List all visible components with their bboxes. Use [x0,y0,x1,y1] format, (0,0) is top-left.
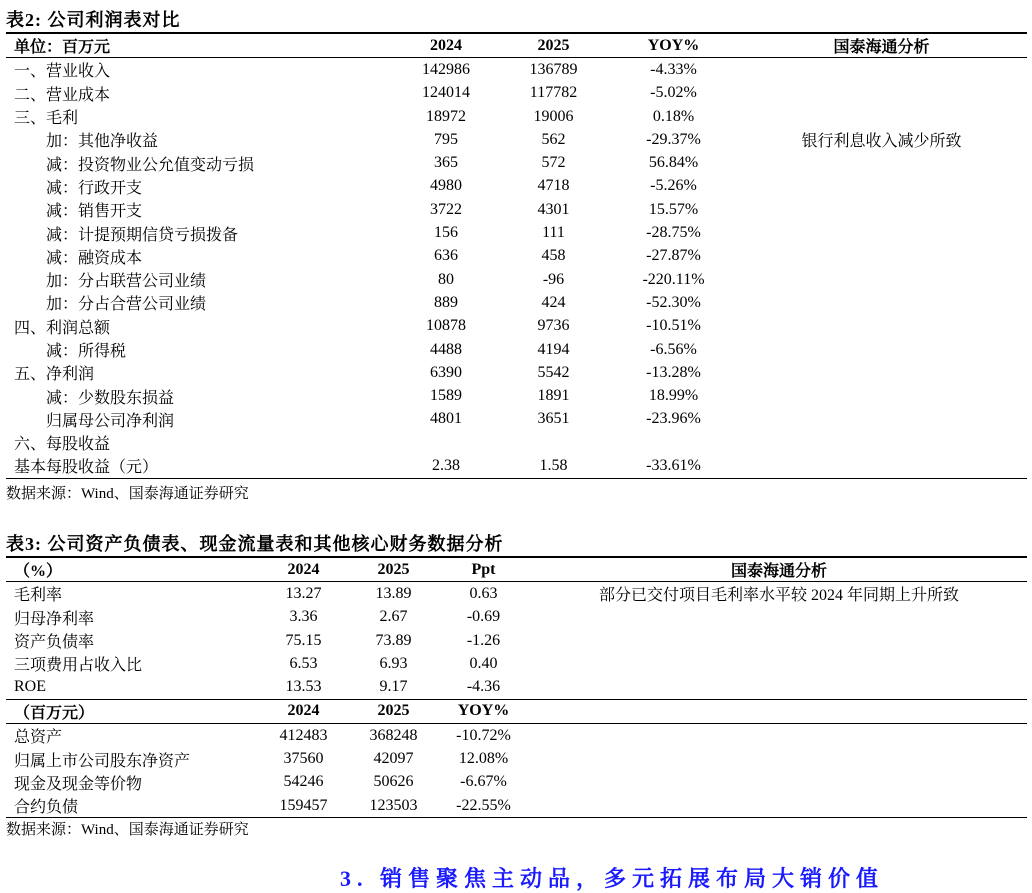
table-row [6,82,1027,105]
row-label: ROE [14,678,46,696]
cell: 1589 [430,387,462,405]
cell: 6.53 [289,654,318,672]
row-label: 五、净利润 [14,366,95,384]
cell: YOY% [611,33,736,58]
table-row [6,675,1027,699]
table-row [6,629,1027,652]
cell: 2.38 [432,456,460,474]
cell: -28.75% [646,224,701,242]
row-label: （%） [6,557,256,582]
cell: 2025 [351,699,436,723]
row-label: 合约负债 [14,799,79,817]
cell [736,245,1027,268]
cell [736,315,1027,338]
cell: 5542 [537,363,570,381]
cell [736,291,1027,314]
cell: 636 [434,247,458,265]
cell: 37560 [283,750,324,768]
cell [531,794,1027,818]
cell: -220.11% [642,270,705,288]
table-row [6,338,1027,361]
cell [531,652,1027,675]
cell: -23.96% [646,410,701,428]
row-label: 减：计提预期信贷亏损拨备 [14,226,239,244]
cell [531,629,1027,652]
table-row [6,454,1027,478]
cell: 3651 [537,410,570,428]
cell: -29.37% [646,130,701,148]
cell [736,198,1027,221]
cell: 412483 [279,726,328,744]
cell [736,175,1027,198]
row-label: 归母净利率 [14,610,95,628]
row-label: 归属母公司净利润 [14,412,175,430]
table-row [6,268,1027,291]
cell: 3722 [430,200,462,218]
row-label: （百万元） [6,699,256,723]
table-row [6,198,1027,221]
row-label: 总资产 [14,729,63,747]
cell: 4194 [537,340,570,358]
cell: 889 [434,293,458,311]
table-row [6,431,1027,454]
cell: 0.40 [469,654,498,672]
row-label: 加：分占合营公司业绩 [14,296,207,314]
row-label: 加：其他净收益 [14,133,159,151]
row-label: 减：融资成本 [14,249,143,267]
cell: 4488 [430,340,462,358]
cell: -96 [542,270,565,288]
cell: 142986 [422,60,470,78]
cell [736,151,1027,174]
income-statement-table [6,32,1027,479]
cell: -22.55% [456,796,511,814]
next-section-heading: 3. 销售聚焦主动品，多元拓展布局大销价值 [340,866,885,891]
cell: 1.58 [539,456,568,474]
cell: 9.17 [379,678,408,696]
cell: 56.84% [648,154,699,172]
table-row [6,408,1027,431]
cell: 2024 [256,699,351,723]
cell [736,361,1027,384]
table-row [6,58,1027,82]
cell: 2024 [256,557,351,582]
row-label: 基本每股收益（元） [14,459,159,477]
cell: -1.26 [466,631,501,649]
cell: 2024 [396,33,496,58]
cell: Ppt [436,557,531,582]
cell: 0.18% [652,107,695,125]
cell [736,58,1027,82]
cell: 156 [434,224,458,242]
cell: 111 [542,224,565,242]
cell: 1891 [537,387,570,405]
cell: 4718 [537,177,570,195]
row-label: 六、每股收益 [14,436,111,454]
cell [531,699,1027,723]
cell [736,408,1027,431]
row-label: 归属上市公司股东净资产 [14,752,191,770]
cell: -10.72% [456,726,511,744]
cell: 80 [438,270,454,288]
row-label: 减：投资物业公允值变动亏损 [14,156,255,174]
table-row [6,175,1027,198]
row-label: 资产负债率 [14,634,95,652]
cell: -4.36 [466,678,501,696]
cell: -10.51% [646,317,701,335]
table3-title: 表3: 公司资产负债表、现金流量表和其他核心财务数据分析 [6,534,504,554]
cell: -6.67% [460,773,507,791]
row-label: 三、毛利 [14,110,79,128]
row-label: 单位：百万元 [6,33,396,58]
cell: 572 [541,154,566,172]
row-label: 三项费用占收入比 [14,657,143,675]
cell: 19006 [533,107,574,125]
row-label: 现金及现金等价物 [14,775,143,793]
cell [736,268,1027,291]
cell: -33.61% [646,456,701,474]
cell: 458 [541,247,566,265]
cell: 银行利息收入减少所致 [801,133,962,151]
cell: 2025 [496,33,611,58]
cell: 3.36 [289,608,318,626]
cell: 4301 [537,200,570,218]
table2-title: 表2: 公司利润表对比 [6,10,181,30]
header-row [6,699,1027,723]
cell [531,747,1027,770]
cell: -0.69 [466,608,501,626]
row-label: 二、营业成本 [14,86,111,104]
row-label: 减：所得税 [14,343,127,360]
cell: 15.57% [648,200,699,218]
cell: 795 [434,130,458,148]
cell: 42097 [373,750,414,768]
table-row [6,606,1027,629]
cell: 国泰海通分析 [736,33,1027,58]
cell: 123503 [369,796,418,814]
cell: 国泰海通分析 [531,557,1027,582]
table-row [6,582,1027,606]
cell [531,724,1027,748]
table-row [6,221,1027,244]
cell: -27.87% [646,247,701,265]
cell: 365 [434,154,458,172]
cell: 4980 [430,177,462,195]
cell [531,771,1027,794]
row-label: 加：分占联营公司业绩 [14,273,207,291]
row-label: 毛利率 [14,587,63,605]
table3-source: 数据来源：Wind、国泰海通证券研究 [6,822,249,838]
cell: YOY% [436,699,531,723]
cell: 4801 [430,410,462,428]
cell: 562 [541,130,566,148]
cell [736,338,1027,361]
cell: 368248 [369,726,418,744]
cell [531,675,1027,699]
cell [611,431,736,454]
cell [736,384,1027,407]
table-row [6,771,1027,794]
cell: 2025 [351,557,436,582]
cell: -4.33% [650,60,697,78]
cell: 13.27 [285,584,322,602]
table-row [6,384,1027,407]
cell: 117782 [529,84,578,102]
cell [736,431,1027,454]
cell: 50626 [373,773,414,791]
table-row [6,315,1027,338]
cell: -52.30% [646,293,701,311]
cell [736,221,1027,244]
cell: 6.93 [379,654,408,672]
row-label: 减：行政开支 [14,179,143,197]
table-row [6,151,1027,174]
balance-sheet-table [6,556,1027,818]
cell: 124014 [422,84,470,102]
cell: 13.89 [375,584,412,602]
cell: 0.63 [469,584,498,602]
header-row [6,33,1027,58]
row-label: 减：少数股东损益 [14,389,175,407]
table-row [6,291,1027,314]
cell [736,105,1027,128]
cell [736,454,1027,478]
cell: 18.99% [648,387,699,405]
cell: 73.89 [375,631,412,649]
table-row [6,361,1027,384]
cell: 12.08% [458,750,509,768]
cell: 159457 [279,796,328,814]
cell: 18972 [426,107,466,125]
cell: -5.02% [650,84,697,102]
cell: 部分已交付项目毛利率水平较 2024 年同期上升所致 [598,587,959,605]
cell: 13.53 [285,678,322,696]
table-row [6,128,1027,151]
cell: 6390 [430,363,462,381]
cell [496,431,611,454]
cell: 136789 [529,60,578,78]
table-row [6,245,1027,268]
cell: -6.56% [650,340,697,358]
cell: 9736 [537,317,570,335]
cell [736,82,1027,105]
table2-source: 数据来源：Wind、国泰海通证券研究 [6,486,249,502]
cell: 424 [541,293,566,311]
cell [396,431,496,454]
cell: 2.67 [379,608,408,626]
cell [531,606,1027,629]
row-label: 减：销售开支 [14,203,143,221]
cell: -13.28% [646,363,701,381]
header-row [6,557,1027,582]
table-row [6,794,1027,818]
table-row [6,724,1027,748]
table-row [6,105,1027,128]
row-label: 四、利润总额 [14,319,111,337]
row-label: 一、营业收入 [14,63,111,81]
cell: 54246 [283,773,324,791]
cell: 10878 [426,317,466,335]
cell: 75.15 [285,631,322,649]
table-row [6,747,1027,770]
cell: -5.26% [650,177,697,195]
table-row [6,652,1027,675]
